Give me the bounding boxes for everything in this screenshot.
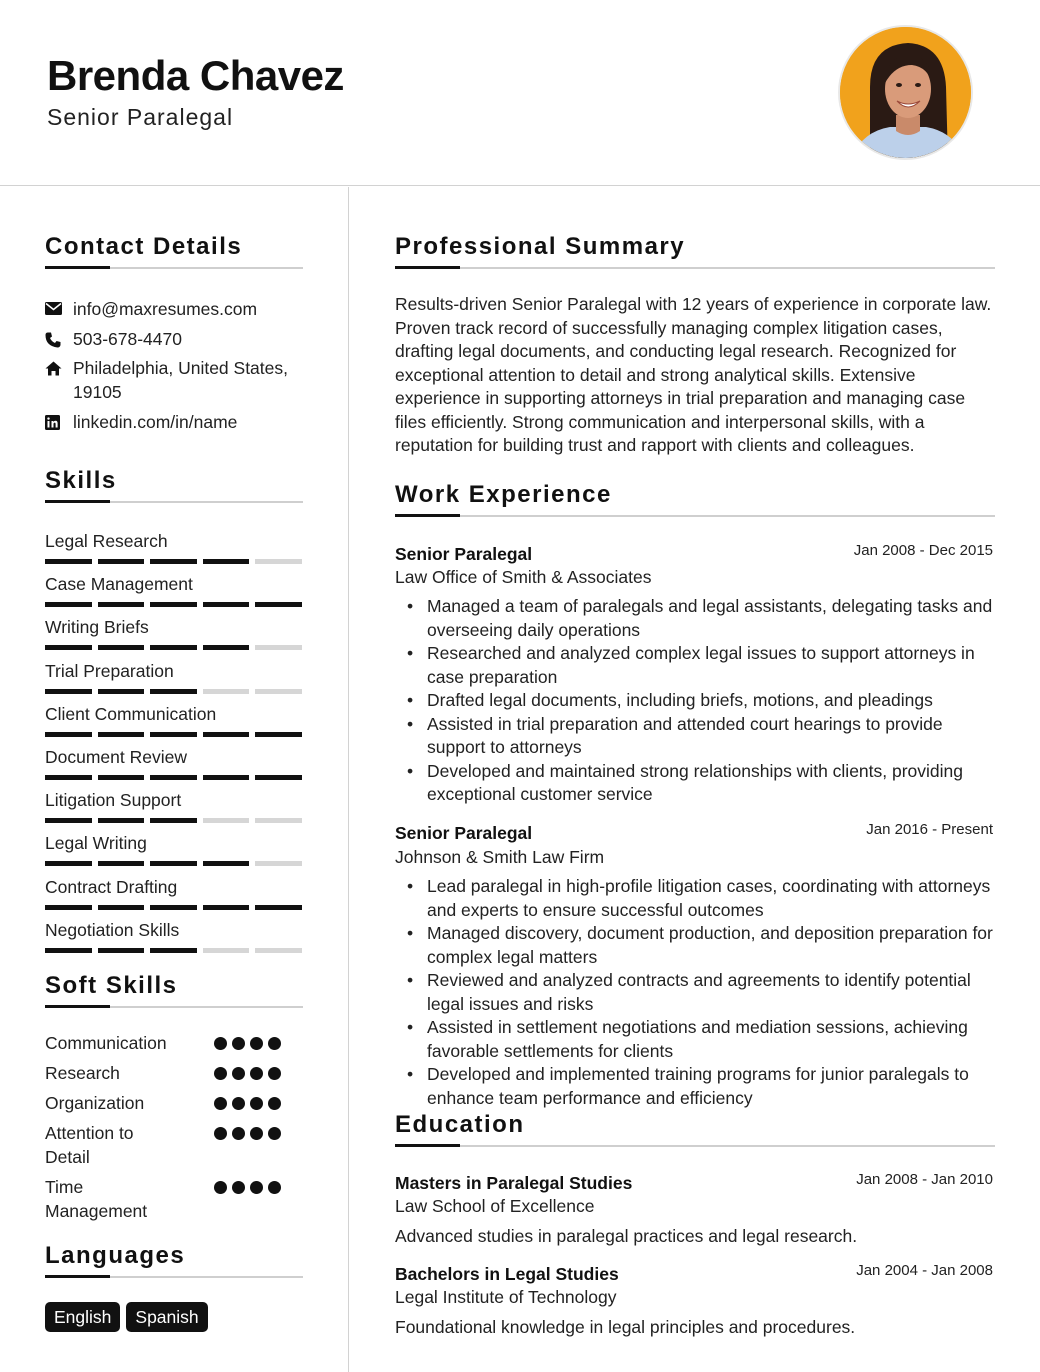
skill-level-segment <box>98 732 145 737</box>
skill-name: Negotiation Skills <box>45 919 180 940</box>
skill-level-segment <box>98 818 145 823</box>
skill-level-bar <box>45 948 302 953</box>
soft-skill-rating <box>214 1097 281 1110</box>
language-pill-spanish: Spanish <box>126 1302 207 1332</box>
skill-level-segment <box>45 602 92 607</box>
skill-level-segment <box>98 602 145 607</box>
rating-dot <box>232 1127 245 1140</box>
job-dates: Jan 2008 - Dec 2015 <box>853 542 993 559</box>
soft-skill-name <box>45 1121 195 1169</box>
skill-level-segment <box>255 861 302 866</box>
rating-dot <box>268 1037 281 1050</box>
skill-name: Trial Preparation <box>45 660 174 681</box>
skill-name: Document Review <box>45 747 187 767</box>
rating-dot <box>268 1181 281 1194</box>
skill-level-segment <box>255 948 302 953</box>
skill-level-bar <box>45 732 302 737</box>
skill-item <box>45 919 302 953</box>
rating-dot <box>250 1097 263 1110</box>
skill-level-segment <box>255 689 302 694</box>
skill-level-segment <box>203 905 250 910</box>
skill-item <box>45 746 302 780</box>
portrait-icon <box>840 27 973 160</box>
soft-skills-section-heading <box>45 972 303 1008</box>
rating-dot <box>232 1037 245 1050</box>
soft-skill-rating <box>214 1067 281 1080</box>
skill-level-segment <box>203 948 250 953</box>
job-title: Senior Paralegal <box>395 823 533 843</box>
location-line2: 19105 <box>73 382 122 402</box>
skill-name: Litigation Support <box>45 790 182 811</box>
languages-title: Languages <box>45 1242 186 1269</box>
rating-dot <box>232 1097 245 1110</box>
education-section-heading <box>395 1111 995 1147</box>
skill-level-segment <box>150 732 197 737</box>
skill-level-segment <box>150 645 197 650</box>
skill-level-segment <box>45 775 92 780</box>
skill-level-segment <box>150 559 197 564</box>
skill-name: Client Communication <box>45 703 217 724</box>
skill-name: Writing Briefs <box>45 617 149 638</box>
soft-skill-line: Research <box>45 1063 120 1083</box>
contact-linkedin[interactable] <box>45 410 237 434</box>
skill-level-segment <box>98 905 145 910</box>
section-underline <box>395 515 995 517</box>
summary-title: Professional Summary <box>395 233 686 260</box>
home-icon <box>45 356 73 404</box>
skill-level-bar <box>45 602 302 607</box>
skill-item <box>45 573 302 607</box>
rating-dot <box>232 1067 245 1080</box>
section-underline <box>45 1006 303 1008</box>
skill-level-segment <box>45 559 92 564</box>
skill-level-bar <box>45 818 302 823</box>
skill-level-segment <box>150 818 197 823</box>
soft-skill-name <box>45 1061 195 1085</box>
profile-photo <box>838 25 973 160</box>
rating-dot <box>250 1181 263 1194</box>
soft-skill-line: Attention to <box>45 1123 134 1143</box>
soft-skill-rating <box>214 1037 281 1050</box>
soft-skill-rating <box>214 1127 281 1140</box>
contact-email[interactable] <box>45 297 257 321</box>
skill-level-segment <box>98 948 145 953</box>
skill-level-segment <box>255 732 302 737</box>
location-line1: Philadelphia, United States, <box>73 358 288 378</box>
soft-skill-item <box>45 1031 302 1055</box>
skill-item <box>45 530 302 564</box>
rating-dot <box>214 1037 227 1050</box>
skill-level-segment <box>203 602 250 607</box>
rating-dot <box>214 1181 227 1194</box>
soft-skill-rating <box>214 1181 281 1194</box>
job-bullet: • Assisted in settlement negotiations and mediation sessions, achieving favorable settlements for clients <box>407 1016 997 1063</box>
job-organization: Johnson & Smith Law Firm <box>395 847 605 867</box>
job-title: Senior Paralegal <box>395 544 533 564</box>
education-description: Foundational knowledge in legal principles and procedures. <box>395 1317 856 1337</box>
job-bullet: • Developed and implemented training programs for junior paralegals to enhance team performance and efficiency <box>407 1063 997 1110</box>
soft-skill-name <box>45 1175 195 1223</box>
skill-item <box>45 660 302 694</box>
skill-level-segment <box>255 775 302 780</box>
job-bullet: • Assisted in trial preparation and attended court hearings to provide support to attorneys <box>407 713 997 760</box>
skill-item <box>45 789 302 823</box>
education-dates: Jan 2004 - Jan 2008 <box>856 1262 993 1279</box>
skill-level-segment <box>98 645 145 650</box>
job-bullets <box>407 595 997 807</box>
section-underline <box>45 267 303 269</box>
skill-item <box>45 616 302 650</box>
contact-location <box>45 356 288 404</box>
skill-level-segment <box>203 689 250 694</box>
skill-item <box>45 832 302 866</box>
contact-section-heading <box>45 233 303 269</box>
skill-level-segment <box>255 645 302 650</box>
rating-dot <box>250 1127 263 1140</box>
education-dates: Jan 2008 - Jan 2010 <box>856 1171 993 1188</box>
soft-skill-line: Communication <box>45 1033 167 1053</box>
degree-title: Masters in Paralegal Studies <box>395 1173 633 1193</box>
phone-icon <box>45 327 73 351</box>
skill-level-bar <box>45 905 302 910</box>
linkedin-text: linkedin.com/in/name <box>73 412 238 432</box>
skill-name: Case Management <box>45 574 193 595</box>
skill-level-segment <box>203 775 250 780</box>
soft-skill-item <box>45 1121 302 1169</box>
skill-level-segment <box>203 559 250 564</box>
experience-title: Work Experience <box>395 481 612 508</box>
skill-name: Legal Research <box>45 531 168 551</box>
section-underline <box>45 1276 303 1278</box>
skill-item <box>45 703 302 737</box>
job-bullet: • Managed a team of paralegals and legal assistants, delegating tasks and overseeing daily operations <box>407 595 997 642</box>
skills-title: Skills <box>45 467 117 494</box>
languages-list <box>45 1302 208 1332</box>
summary-text: Results-driven Senior Paralegal with 12 years of experience in corporate law. Proven track record of successfully managing complex litigation cases, drafting legal documents, and conducting legal research. Recognized for exceptional attention to detail and strong analytical skills. Extensive experience in supporting attorneys in trial preparation and managing case files efficiently. Strong communication and interpersonal skills, with a reputation for building trust and rapport with clients and colleagues. <box>395 294 992 455</box>
soft-skill-item <box>45 1091 302 1115</box>
job-bullet: • Researched and analyzed complex legal issues to support attorneys in case preparation <box>407 642 997 689</box>
skill-level-segment <box>45 818 92 823</box>
summary-section-heading <box>395 233 995 269</box>
degree-title: Bachelors in Legal Studies <box>395 1264 619 1284</box>
soft-skill-line: Management <box>45 1201 148 1221</box>
resume-header <box>0 0 1040 186</box>
soft-skill-item <box>45 1175 302 1223</box>
skill-level-segment <box>203 818 250 823</box>
skill-level-segment <box>150 602 197 607</box>
phone-text: 503-678-4470 <box>73 329 182 349</box>
soft-skill-name <box>45 1091 195 1115</box>
rating-dot <box>232 1181 245 1194</box>
skill-level-segment <box>255 559 302 564</box>
rating-dot <box>214 1127 227 1140</box>
linkedin-icon <box>45 410 73 434</box>
soft-skill-line: Detail <box>45 1147 90 1167</box>
job-organization: Law Office of Smith & Associates <box>395 567 652 587</box>
skill-level-segment <box>150 905 197 910</box>
school-name: Legal Institute of Technology <box>395 1287 617 1307</box>
skill-level-segment <box>150 948 197 953</box>
languages-section-heading <box>45 1242 303 1278</box>
soft-skills-title: Soft Skills <box>45 972 178 999</box>
job-dates: Jan 2016 - Present <box>866 821 993 838</box>
skill-level-bar <box>45 645 302 650</box>
language-pill-english: English <box>45 1302 120 1332</box>
section-underline <box>395 267 995 269</box>
rating-dot <box>268 1067 281 1080</box>
soft-skill-name <box>45 1031 195 1055</box>
skill-level-segment <box>98 861 145 866</box>
skill-level-segment <box>98 559 145 564</box>
rating-dot <box>250 1067 263 1080</box>
school-name: Law School of Excellence <box>395 1196 595 1216</box>
rating-dot <box>214 1097 227 1110</box>
skill-level-segment <box>150 861 197 866</box>
skill-item <box>45 876 302 910</box>
skill-name: Contract Drafting <box>45 876 178 897</box>
education-description: Advanced studies in paralegal practices and legal research. <box>395 1226 858 1246</box>
experience-section-heading <box>395 481 995 517</box>
job-bullet: • Lead paralegal in high-profile litigation cases, coordinating with attorneys and experts to ensure successful outcomes <box>407 875 997 922</box>
skill-level-segment <box>98 775 145 780</box>
skill-level-segment <box>255 905 302 910</box>
skill-level-segment <box>45 948 92 953</box>
envelope-icon <box>45 297 73 321</box>
skill-level-segment <box>255 602 302 607</box>
rating-dot <box>268 1127 281 1140</box>
candidate-name: Brenda Chavez <box>47 52 344 99</box>
rating-dot <box>214 1067 227 1080</box>
skill-name: Legal Writing <box>45 833 147 854</box>
job-bullet: • Managed discovery, document production, and deposition preparation for complex legal matters <box>407 922 997 969</box>
soft-skill-item <box>45 1061 302 1085</box>
skill-level-segment <box>45 861 92 866</box>
rating-dot <box>250 1037 263 1050</box>
skill-level-bar <box>45 861 302 866</box>
skill-level-segment <box>98 689 145 694</box>
contact-phone[interactable] <box>45 327 182 351</box>
contact-title: Contact Details <box>45 233 243 260</box>
job-bullet: • Developed and maintained strong relationships with clients, providing exceptional customer service <box>407 760 997 807</box>
skill-level-segment <box>45 645 92 650</box>
skill-level-segment <box>255 818 302 823</box>
education-title: Education <box>395 1111 525 1138</box>
soft-skill-line: Organization <box>45 1093 145 1113</box>
skill-level-bar <box>45 559 302 564</box>
skill-level-segment <box>45 732 92 737</box>
skill-level-bar <box>45 689 302 694</box>
rating-dot <box>268 1097 281 1110</box>
soft-skill-line: Time <box>45 1177 84 1197</box>
skill-level-segment <box>150 689 197 694</box>
skill-level-segment <box>203 645 250 650</box>
skill-level-segment <box>45 689 92 694</box>
skill-level-segment <box>203 861 250 866</box>
section-underline <box>395 1145 995 1147</box>
skill-level-segment <box>203 732 250 737</box>
section-underline <box>45 501 303 503</box>
skills-section-heading <box>45 467 303 503</box>
column-divider <box>348 187 349 1372</box>
candidate-title: Senior Paralegal <box>47 104 234 130</box>
job-bullet: • Reviewed and analyzed contracts and agreements to identify potential legal issues and risks <box>407 969 997 1016</box>
skill-level-segment <box>150 775 197 780</box>
job-bullets <box>407 875 997 1110</box>
job-bullet: • Drafted legal documents, including briefs, motions, and pleadings <box>407 689 997 713</box>
email-text: info@maxresumes.com <box>73 299 258 319</box>
skill-level-segment <box>45 905 92 910</box>
skill-level-bar <box>45 775 302 780</box>
